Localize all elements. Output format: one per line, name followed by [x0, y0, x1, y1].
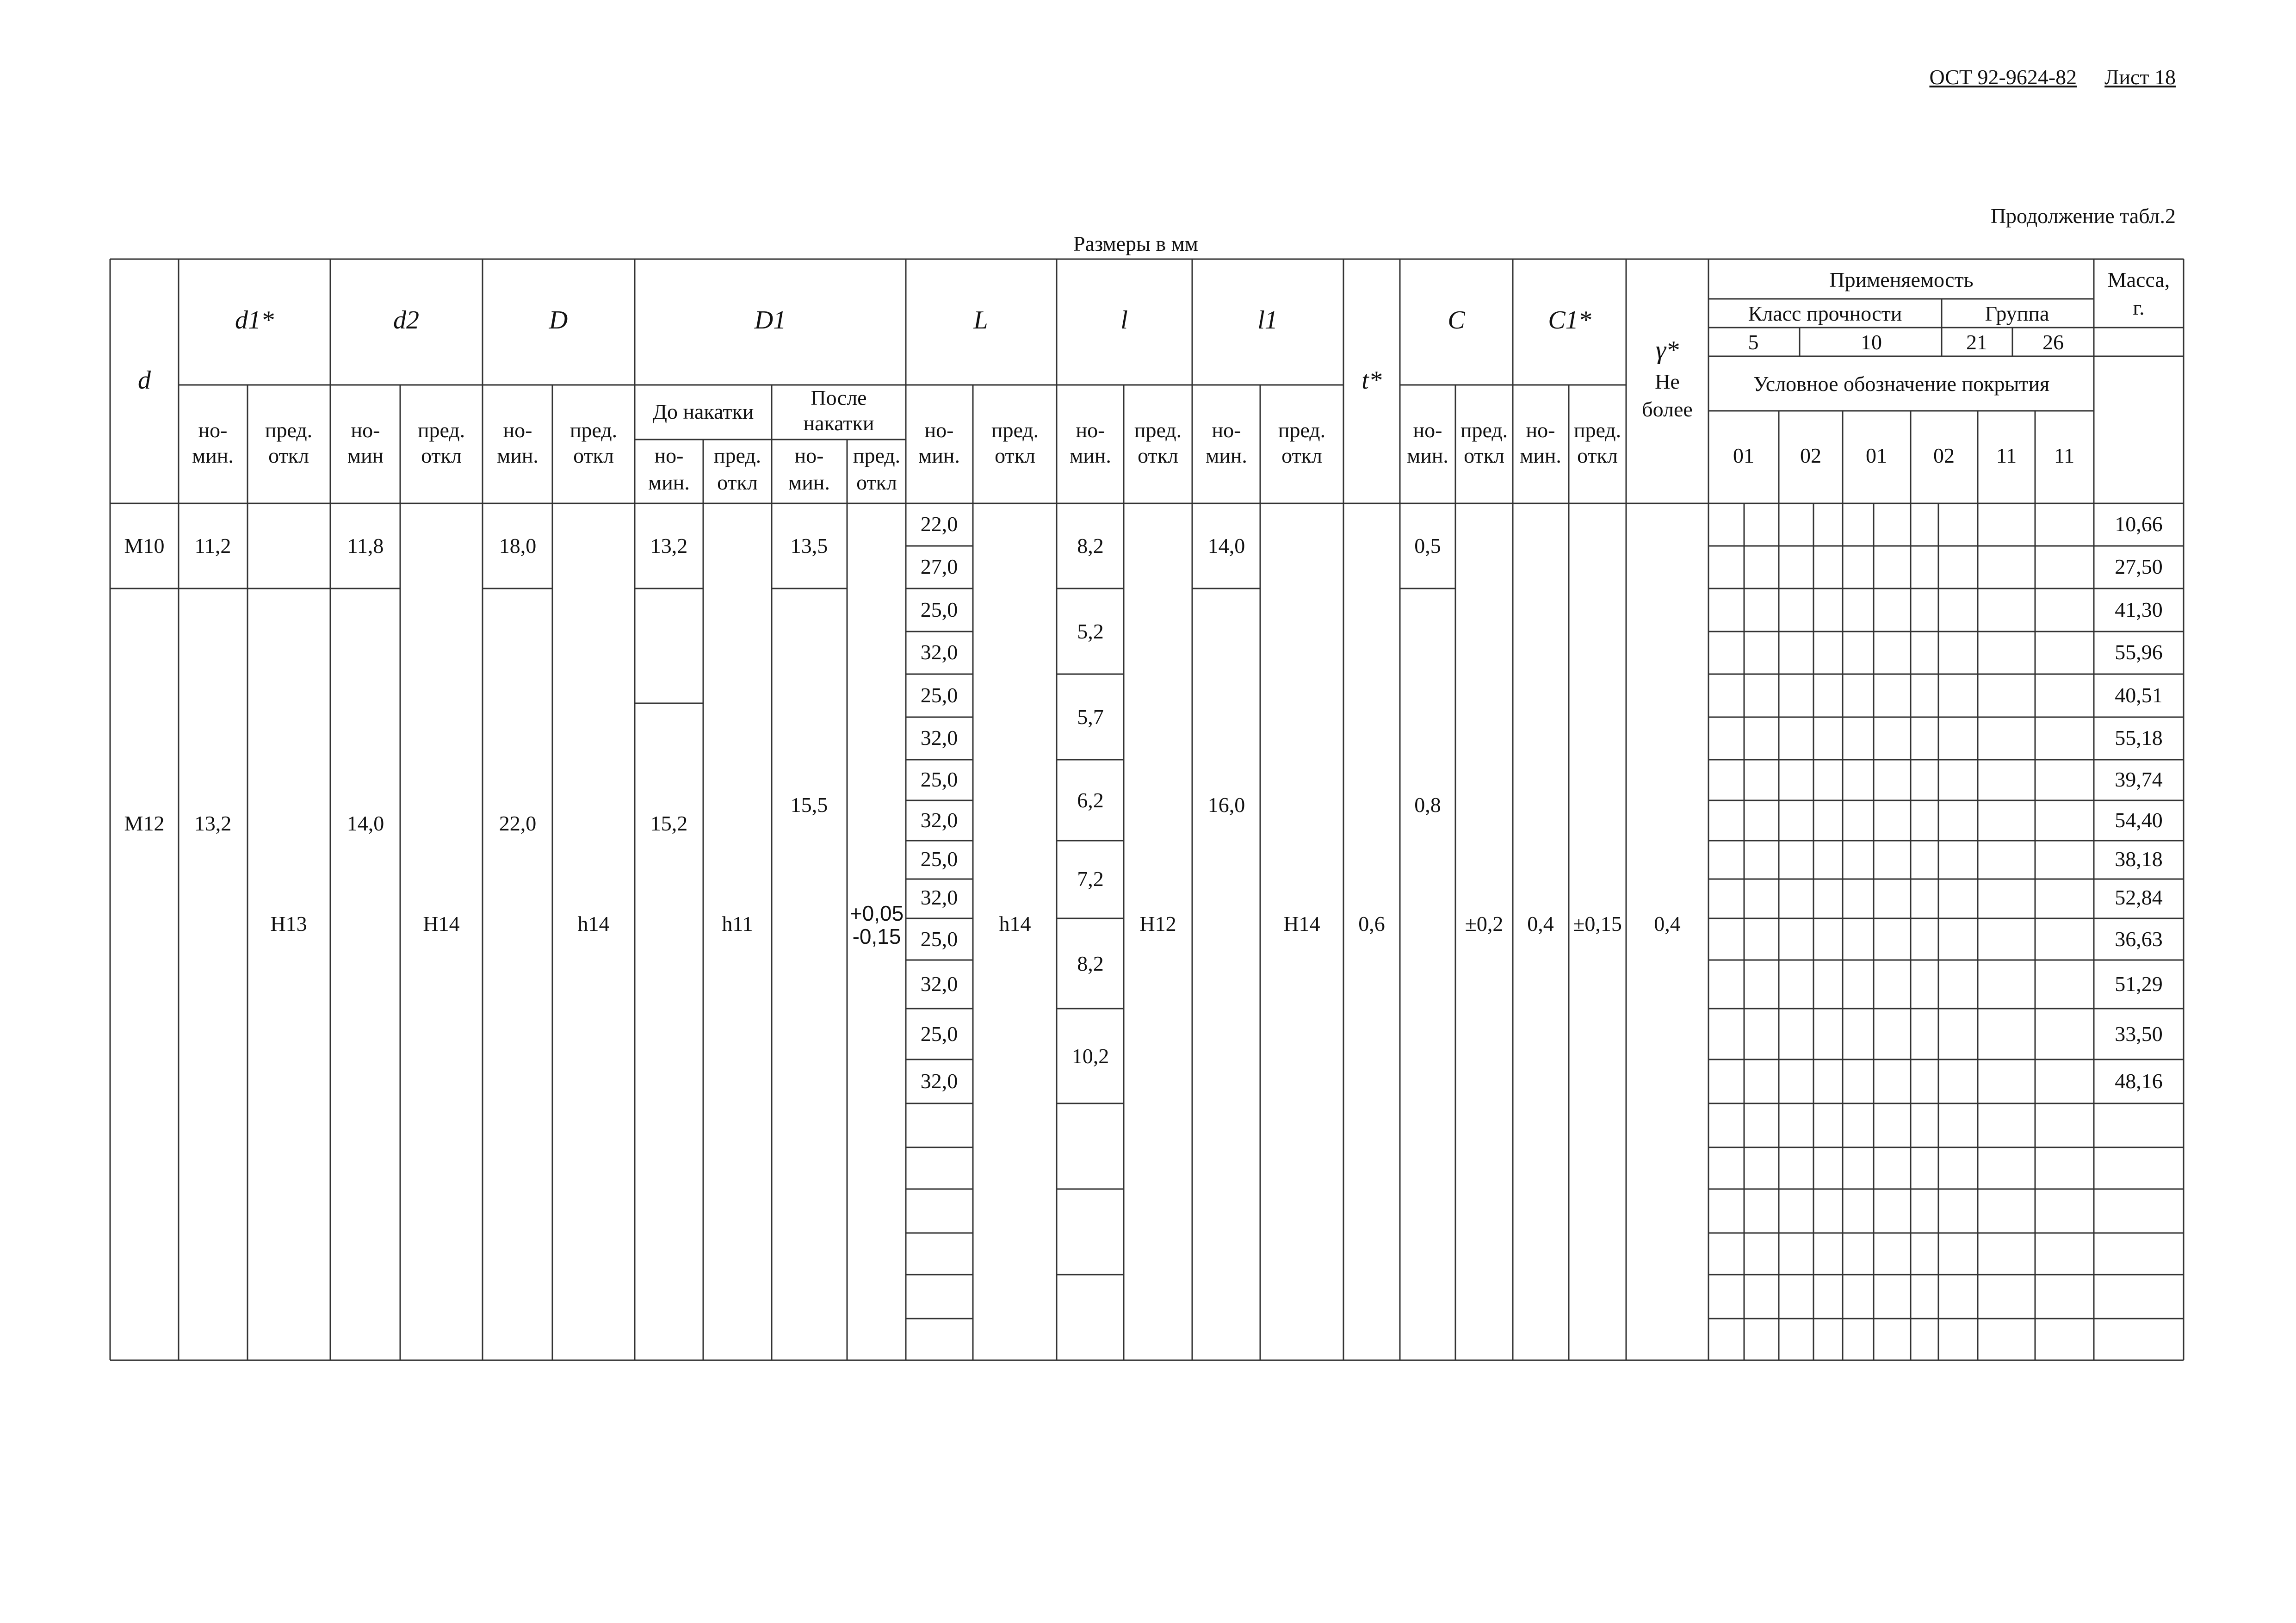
subheader-nom: но- [198, 418, 228, 442]
tolerance-D1-before: h11 [722, 912, 753, 935]
cell-l: 5,7 [1077, 705, 1104, 729]
header-applicability: Применяемость [1829, 268, 1974, 291]
subheader-dev: пред. [991, 418, 1039, 442]
cell-D: 22,0 [499, 812, 537, 835]
cell-L: 32,0 [920, 1069, 958, 1093]
cell-mass: 39,74 [2115, 768, 2163, 791]
header-l1: l1 [1257, 306, 1278, 335]
subheader-after-knurl: После [811, 386, 867, 409]
subheader-dev: пред. [417, 418, 465, 442]
coating-code: 01 [1733, 444, 1754, 467]
cell-mass: 54,40 [2115, 808, 2163, 832]
class-10: 10 [1861, 330, 1882, 354]
class-5: 5 [1748, 330, 1759, 354]
header-d1: d1* [235, 306, 274, 335]
row-m12 [124, 598, 2163, 1093]
header-d: d [138, 366, 151, 395]
header-C: C [1448, 306, 1465, 335]
cell-D1-before: 15,2 [650, 812, 688, 835]
cell-L: 25,0 [920, 927, 958, 951]
cell-L: 32,0 [920, 726, 958, 750]
subheader-dev: откл [421, 444, 462, 467]
coating-code: 02 [1800, 444, 1821, 467]
header-mass-1: Масса, [2107, 268, 2170, 291]
header-C1: C1* [1548, 306, 1591, 335]
cell-l1: 16,0 [1207, 793, 1245, 817]
cell-mass: 10,66 [2115, 512, 2163, 536]
subheader-nom: но- [503, 418, 532, 442]
subheader-nom: но- [1413, 418, 1442, 442]
header-D1: D1 [754, 306, 786, 335]
subheader-nom: но- [654, 444, 684, 467]
subheader-dev: откл [856, 471, 897, 494]
cell-d2: 11,8 [347, 534, 384, 558]
cell-l1: 14,0 [1207, 534, 1245, 558]
group-21: 21 [1966, 330, 1987, 354]
tolerance-L: h14 [999, 912, 1031, 935]
subheader-nom: мин. [1407, 444, 1448, 467]
subheader-nom: но- [1212, 418, 1241, 442]
subheader-dev: пред. [1278, 418, 1326, 442]
group-26: 26 [2042, 330, 2064, 354]
subheader-nom: но- [794, 444, 824, 467]
cell-L: 25,0 [920, 1022, 958, 1046]
tolerance-l: H12 [1139, 912, 1176, 935]
header-l: l [1120, 306, 1128, 335]
coating-code: 02 [1933, 444, 1955, 467]
subheader-dev: пред. [1460, 418, 1508, 442]
header-strength-class: Класс прочности [1748, 302, 1902, 325]
cell-mass: 55,18 [2115, 726, 2163, 750]
subheader-dev: откл [573, 444, 614, 467]
subheader-nom: мин. [497, 444, 538, 467]
cell-L: 25,0 [920, 768, 958, 791]
subheader-nom: мин. [918, 444, 960, 467]
value-gamma: 0,4 [1654, 912, 1681, 935]
subheader-dev: пред. [1573, 418, 1621, 442]
subheader-dev: откл [268, 444, 309, 467]
cell-L: 22,0 [920, 512, 958, 536]
cell-d1: 11,2 [194, 534, 231, 558]
cell-L: 25,0 [920, 683, 958, 707]
standard-number: ОСТ 92-9624-82 [1929, 65, 2077, 89]
subheader-nom: мин. [1520, 444, 1561, 467]
table-caption: Продолжение табл.2 [1990, 204, 2176, 228]
cell-mass: 48,16 [2115, 1069, 2163, 1093]
header-mass-2: г. [2133, 296, 2145, 319]
header-gamma-note-1: Не [1655, 370, 1680, 393]
cell-D1-after: 15,5 [790, 793, 828, 817]
cell-mass: 38,18 [2115, 847, 2163, 871]
tolerance-D1-after-lower: -0,15 [852, 924, 901, 948]
subheader-nom: но- [1526, 418, 1555, 442]
cell-l: 8,2 [1077, 952, 1104, 975]
cell-L: 32,0 [920, 886, 958, 909]
header-gamma-note-2: более [1642, 397, 1693, 421]
header-coating: Условное обозначение покрытия [1753, 372, 2050, 396]
subheader-after-knurl: накатки [803, 411, 874, 435]
cell-L: 32,0 [920, 808, 958, 832]
subheader-row [192, 386, 1621, 494]
tolerance-d1: H13 [270, 912, 307, 935]
subheader-dev: откл [1577, 444, 1618, 467]
cell-d: M12 [124, 812, 165, 835]
cell-mass: 36,63 [2115, 927, 2163, 951]
cell-L: 25,0 [920, 847, 958, 871]
subheader-nom: но- [924, 418, 954, 442]
subheader-dev: откл [1464, 444, 1504, 467]
cell-D: 18,0 [499, 534, 537, 558]
subheader-nom: мин [347, 444, 384, 467]
cell-L: 32,0 [920, 972, 958, 996]
cell-d1: 13,2 [194, 812, 232, 835]
subheader-nom: но- [351, 418, 380, 442]
header-group: Группа [1985, 302, 2049, 325]
cell-L: 32,0 [920, 640, 958, 664]
cell-mass: 41,30 [2115, 598, 2163, 621]
cell-mass: 40,51 [2115, 683, 2163, 707]
subheader-before-knurl: До накатки [652, 400, 754, 423]
subheader-dev: пред. [713, 444, 761, 467]
subheader-nom: но- [1076, 418, 1105, 442]
header-L: L [973, 306, 988, 335]
cell-mass: 51,29 [2115, 972, 2163, 996]
cell-d: M10 [124, 534, 165, 558]
subheader-dev: откл [995, 444, 1035, 467]
tolerance-d2: H14 [423, 912, 460, 935]
value-t: 0,6 [1358, 912, 1385, 935]
subheader-dev: пред. [265, 418, 313, 442]
cell-L: 25,0 [920, 598, 958, 621]
cell-l: 6,2 [1077, 788, 1104, 812]
header-d2: d2 [393, 306, 419, 335]
sheet-number: Лист 18 [2104, 65, 2176, 89]
cell-D1-before: 13,2 [650, 534, 688, 558]
subheader-dev: откл [717, 471, 758, 494]
coating-code: 11 [1996, 444, 2017, 467]
cell-l: 7,2 [1077, 867, 1104, 891]
cell-mass: 52,84 [2115, 886, 2163, 909]
subheader-dev: пред. [569, 418, 618, 442]
cell-l: 10,2 [1071, 1044, 1109, 1068]
units-note: Размеры в мм [1073, 232, 1198, 255]
tolerance-D1-after-upper: +0,05 [849, 901, 904, 925]
subheader-dev: пред. [1134, 418, 1182, 442]
subheader-nom: мин. [1070, 444, 1111, 467]
subheader-dev: откл [1281, 444, 1322, 467]
subheader-nom: мин. [788, 471, 830, 494]
subheader-nom: мин. [648, 471, 690, 494]
cell-L: 27,0 [920, 555, 958, 578]
subheader-nom: мин. [1206, 444, 1247, 467]
coating-code: 01 [1866, 444, 1887, 467]
header-D: D [549, 306, 568, 335]
cell-mass: 27,50 [2115, 555, 2163, 578]
cell-mass: 33,50 [2115, 1022, 2163, 1046]
cell-C: 0,5 [1414, 534, 1441, 558]
value-C1: 0,4 [1527, 912, 1554, 935]
cell-l: 8,2 [1077, 534, 1104, 558]
tolerance-C: ±0,2 [1465, 912, 1504, 935]
cell-C: 0,8 [1414, 793, 1441, 817]
cell-D1-after: 13,5 [790, 534, 828, 558]
cell-l: 5,2 [1077, 619, 1104, 643]
tolerance-C1: ±0,15 [1573, 912, 1622, 935]
header-gamma: γ* [1655, 336, 1679, 365]
header-t: t* [1362, 366, 1382, 395]
subheader-dev: откл [1138, 444, 1178, 467]
subheader-nom: мин. [192, 444, 234, 467]
cell-mass: 55,96 [2115, 640, 2163, 664]
coating-code: 11 [2054, 444, 2075, 467]
tolerance-D: h14 [577, 912, 610, 935]
cell-d2: 14,0 [347, 812, 384, 835]
tolerance-l1: H14 [1283, 912, 1320, 935]
subheader-dev: пред. [853, 444, 901, 467]
